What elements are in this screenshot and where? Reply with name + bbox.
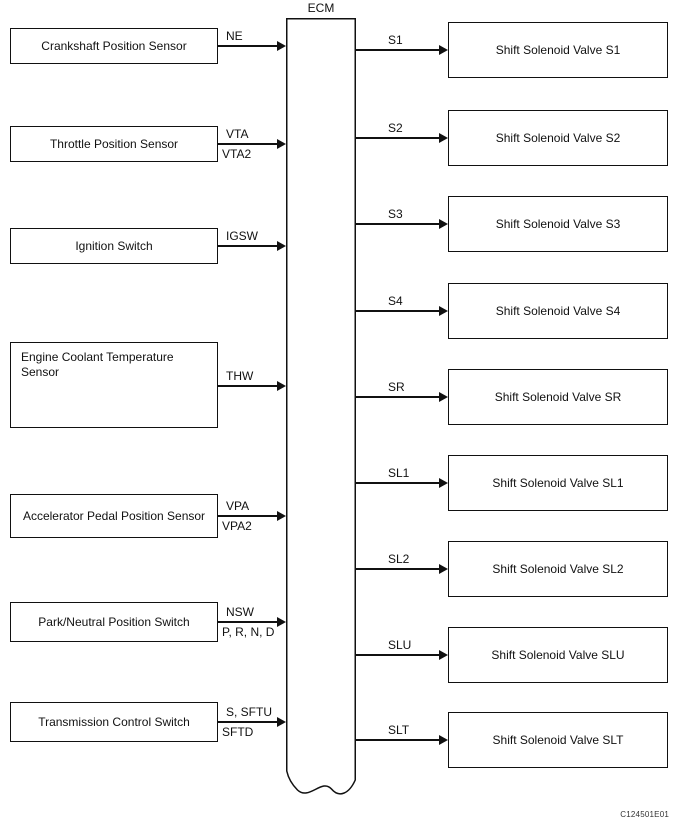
input-connector-line xyxy=(218,45,278,47)
input-arrow-head xyxy=(277,381,286,391)
output-connector-line xyxy=(356,223,440,225)
output-arrow-head xyxy=(439,306,448,316)
input-connector-line xyxy=(218,143,278,145)
input-arrow-head xyxy=(277,617,286,627)
output-connector-line xyxy=(356,137,440,139)
output-signal-label: SR xyxy=(388,380,405,394)
input-box-label: Engine Coolant Temperature Sensor xyxy=(21,350,174,379)
output-box-label: Shift Solenoid Valve S4 xyxy=(495,303,621,318)
output-box xyxy=(448,369,668,425)
input-box xyxy=(10,494,218,538)
output-signal-label: S2 xyxy=(388,121,403,135)
input-box xyxy=(10,126,218,162)
input-box-label: Accelerator Pedal Position Sensor xyxy=(22,508,206,523)
input-connector-line xyxy=(218,385,278,387)
output-arrow-head xyxy=(439,219,448,229)
figure-code: C124501E01 xyxy=(620,810,669,819)
output-box-label: Shift Solenoid Valve S1 xyxy=(495,42,621,57)
output-box xyxy=(448,110,668,166)
output-connector-line xyxy=(356,310,440,312)
output-arrow-head xyxy=(439,392,448,402)
output-signal-label: S3 xyxy=(388,207,403,221)
input-box xyxy=(10,602,218,642)
output-connector-line xyxy=(356,654,440,656)
output-signal-label: S4 xyxy=(388,294,403,308)
output-arrow-head xyxy=(439,45,448,55)
input-connector-line xyxy=(218,245,278,247)
input-signal-label: SFTD xyxy=(222,725,254,739)
output-box xyxy=(448,541,668,597)
input-connector-line xyxy=(218,515,278,517)
output-box xyxy=(448,22,668,78)
output-arrow-head xyxy=(439,735,448,745)
input-connector-line xyxy=(218,721,278,723)
output-connector-line xyxy=(356,49,440,51)
input-box-label: Throttle Position Sensor xyxy=(49,136,179,151)
input-arrow-head xyxy=(277,41,286,51)
input-box xyxy=(10,228,218,264)
output-connector-line xyxy=(356,482,440,484)
input-signal-label: P, R, N, D xyxy=(222,625,275,639)
output-signal-label: SL1 xyxy=(388,466,410,480)
output-box-label: Shift Solenoid Valve SL1 xyxy=(492,475,624,490)
input-signal-label: THW xyxy=(226,369,254,383)
output-box xyxy=(448,455,668,511)
output-box xyxy=(448,283,668,339)
output-box-label: Shift Solenoid Valve S3 xyxy=(495,216,621,231)
input-signal-label: VPA xyxy=(226,499,250,513)
output-box xyxy=(448,712,668,768)
output-box-label: Shift Solenoid Valve SL2 xyxy=(492,561,624,576)
input-signal-label: IGSW xyxy=(226,229,258,243)
input-box-label: Ignition Switch xyxy=(75,238,153,253)
output-box xyxy=(448,627,668,683)
output-connector-line xyxy=(356,739,440,741)
input-box xyxy=(10,342,218,428)
output-arrow-head xyxy=(439,650,448,660)
output-box-label: Shift Solenoid Valve SR xyxy=(494,389,622,404)
output-connector-line xyxy=(356,396,440,398)
output-box xyxy=(448,196,668,252)
input-signal-label: VTA2 xyxy=(222,147,252,161)
input-arrow-head xyxy=(277,241,286,251)
input-signal-label: NSW xyxy=(226,605,254,619)
output-arrow-head xyxy=(439,564,448,574)
input-arrow-head xyxy=(277,511,286,521)
input-signal-label: VPA2 xyxy=(222,519,252,533)
input-signal-label: S, SFTU xyxy=(226,705,273,719)
output-signal-label: SLT xyxy=(388,723,410,737)
output-signal-label: SL2 xyxy=(388,552,410,566)
output-box-label: Shift Solenoid Valve SLU xyxy=(491,647,625,662)
input-box xyxy=(10,702,218,742)
input-signal-label: VTA xyxy=(226,127,249,141)
ecm-label: ECM xyxy=(307,1,335,15)
output-box-label: Shift Solenoid Valve SLT xyxy=(492,732,624,747)
input-box xyxy=(10,28,218,64)
input-box-label: Park/Neutral Position Switch xyxy=(38,614,190,629)
output-arrow-head xyxy=(439,478,448,488)
input-arrow-head xyxy=(277,139,286,149)
output-signal-label: SLU xyxy=(388,638,412,652)
input-box-label: Crankshaft Position Sensor xyxy=(41,38,187,53)
output-box-label: Shift Solenoid Valve S2 xyxy=(495,130,621,145)
output-connector-line xyxy=(356,568,440,570)
input-signal-label: NE xyxy=(226,29,243,43)
input-arrow-head xyxy=(277,717,286,727)
output-signal-label: S1 xyxy=(388,33,403,47)
input-connector-line xyxy=(218,621,278,623)
output-arrow-head xyxy=(439,133,448,143)
input-box-label: Transmission Control Switch xyxy=(38,714,190,729)
